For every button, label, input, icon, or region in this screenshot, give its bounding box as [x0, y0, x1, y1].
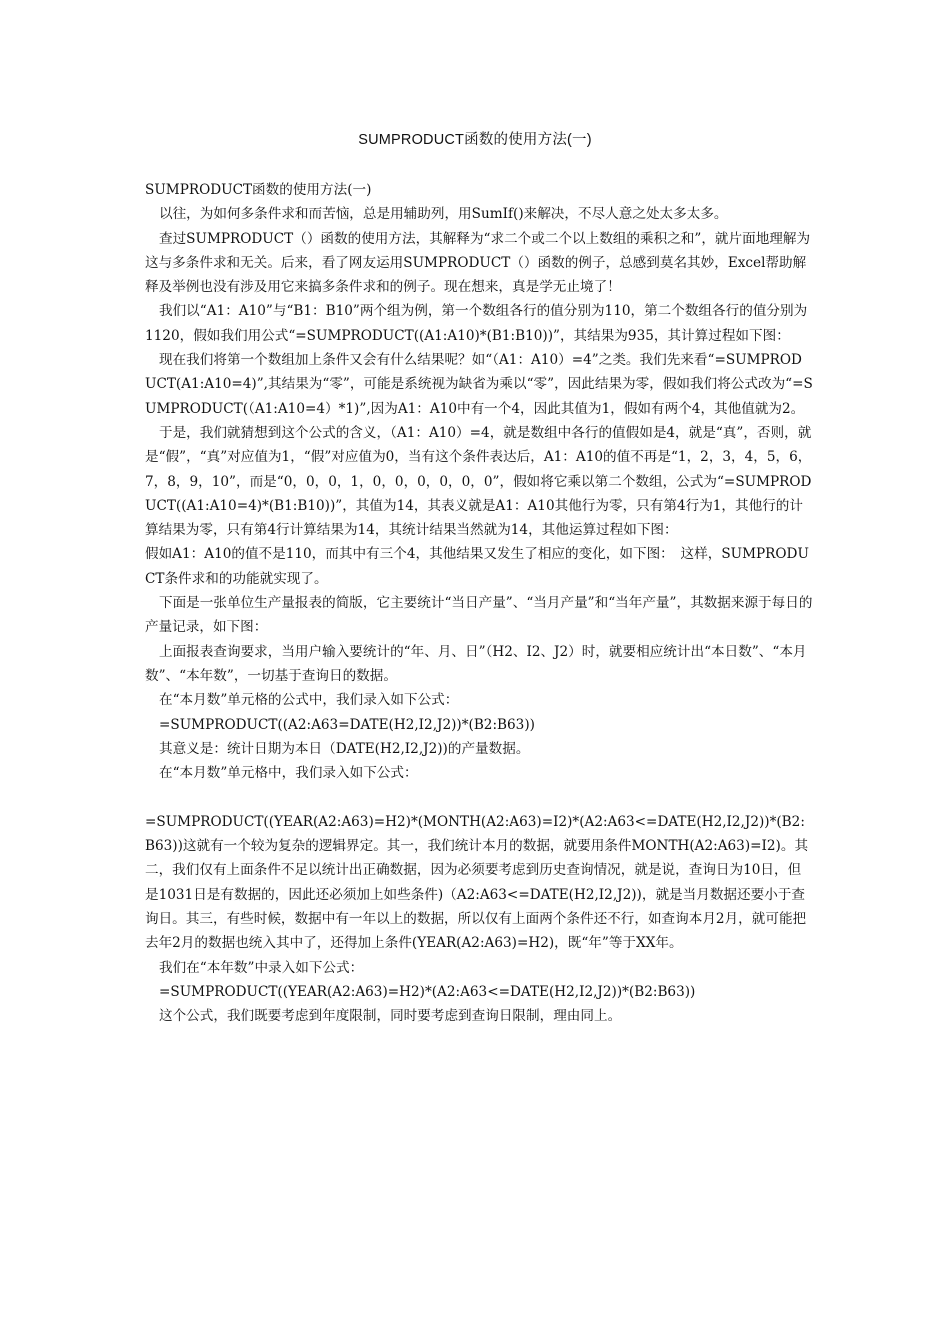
paragraph: SUMPRODUCT函数的使用方法(一): [145, 182, 372, 198]
paragraph: 在“本月数”单元格的公式中，我们录入如下公式：: [159, 692, 459, 709]
paragraph: 假如A1：A10的值不是110，而其中有三个4，其他结果又发生了相应的变化，如下图： 这样，SUMPRODUCT条件求和的功能就实现了。: [145, 546, 809, 587]
paragraph: 现在我们将第一个数组加上条件又会有什么结果呢？如“（A1：A10）=4”之类。我们先来看“=SUMPRODUCT(A1:A10=4)”,其结果为“零”，可能是系统视为缺省为乘以“零”，因此结果为零，假如我们将公式改为“=SUMPRODUCT(（A1:A10=4）*1)”,因为A1：A10中有一个4，因此其值为1，假如有两个4，其他值就为2。: [145, 352, 813, 417]
paragraph: 我们在“本年数”中录入如下公式：: [159, 959, 364, 976]
paragraph: 下面是一张单位生产量报表的简版，它主要统计“当日产量”、“当月产量”和“当年产量”，其数据来源于每日的产量记录，如下图：: [145, 595, 813, 636]
paragraph: 查过SUMPRODUCT（）函数的使用方法，其解释为“求二个或二个以上数组的乘积之和”，就片面地理解为这与多条件求和无关。后来，看了网友运用SUMPRODUCT（）函数的例子，总感到莫名其妙，Excel帮助解释及举例也没有涉及用它来搞多条件求和的例子。现在想来，真是学无止境了！: [145, 230, 811, 296]
paragraph: =SUMPRODUCT((YEAR(A2:A63)=H2)*(A2:A63<=DATE(H2,I2,J2))*(B2:B63)): [159, 983, 696, 1000]
document-title: SUMPRODUCT函数的使用方法(一): [358, 132, 592, 148]
document-body: [145, 178, 813, 1028]
paragraph: 我们以“A1：A10”与“B1：B10”两个组为例，第一个数组各行的值分别为110，第二个数组各行的值分别为1120，假如我们用公式“=SUMPRODUCT((A1:A10)*(B1:B10))”，其结果为935，其计算过程如下图：: [145, 303, 808, 344]
paragraph: 上面报表查询要求，当用户输入要统计的“年、月、日”（H2、I2、J2）时，就要相应统计出“本日数”、“本月数”、“本年数”，一切基于查询日的数据。: [145, 643, 807, 684]
paragraph: =SUMPRODUCT((YEAR(A2:A63)=H2)*(MONTH(A2:A63)=I2)*(A2:A63<=DATE(H2,I2,J2))*(B2:B63))这就有一个较为复杂的逻辑界定。其一，我们统计本月的数据，就要用条件MONTH(A2:A63)=I2)。其二，我们仅有上面条件不足以统计出正确数据，因为必须要考虑到历史查询情况，就是说，查询日为10日，但是1031日是有数据的，因此还必须加上如些条件)（A2:A63<=DATE(H2,I2,J2))，就是当月数据还要小于查询日。其三，有些时候，数据中有一年以上的数据，所以仅有上面两个条件还不行，如查询本月2月，就可能把去年2月的数据也统入其中了，还得加上条件(YEAR(A2:A63)=H2)，既“年”等于XX年。: [145, 813, 809, 952]
paragraph: 在“本月数”单元格中，我们录入如下公式：: [159, 765, 418, 782]
paragraph: 其意义是：统计日期为本日（DATE(H2,I2,J2))的产量数据。: [159, 740, 530, 757]
paragraph: 这个公式，我们既要考虑到年度限制，同时要考虑到查询日限制，理由同上。: [159, 1008, 622, 1025]
paragraph: =SUMPRODUCT((A2:A63=DATE(H2,I2,J2))*(B2:B63)): [159, 716, 535, 733]
paragraph: 以往，为如何多条件求和而苦恼，总是用辅助列，用SumIf()来解决，不尽人意之处太多太多。: [159, 206, 728, 223]
paragraph: 于是，我们就猜想到这个公式的含义，（A1：A10）=4，就是数组中各行的值假如是4，就是“真”，否则，就是“假”，“真”对应值为1，“假”对应值为0，当有这个条件表达后，A1：A10的值不再是“1，2，3，4，5，6，7，8，9，10”，而是“0，0，0，1，0，0，0，0，0，0”，假如将它乘以第二个数组，公式为“=SUMPRODUCT((A1:A10=4)*(B1:B10))”，其值为14，其表义就是A1：A10其他行为零，只有第4行为1，其他行的计算结果为零，只有第4行计算结果为14，其统计结果当然就为14，其他运算过程如下图：: [145, 424, 812, 539]
paragraph: [145, 785, 813, 809]
